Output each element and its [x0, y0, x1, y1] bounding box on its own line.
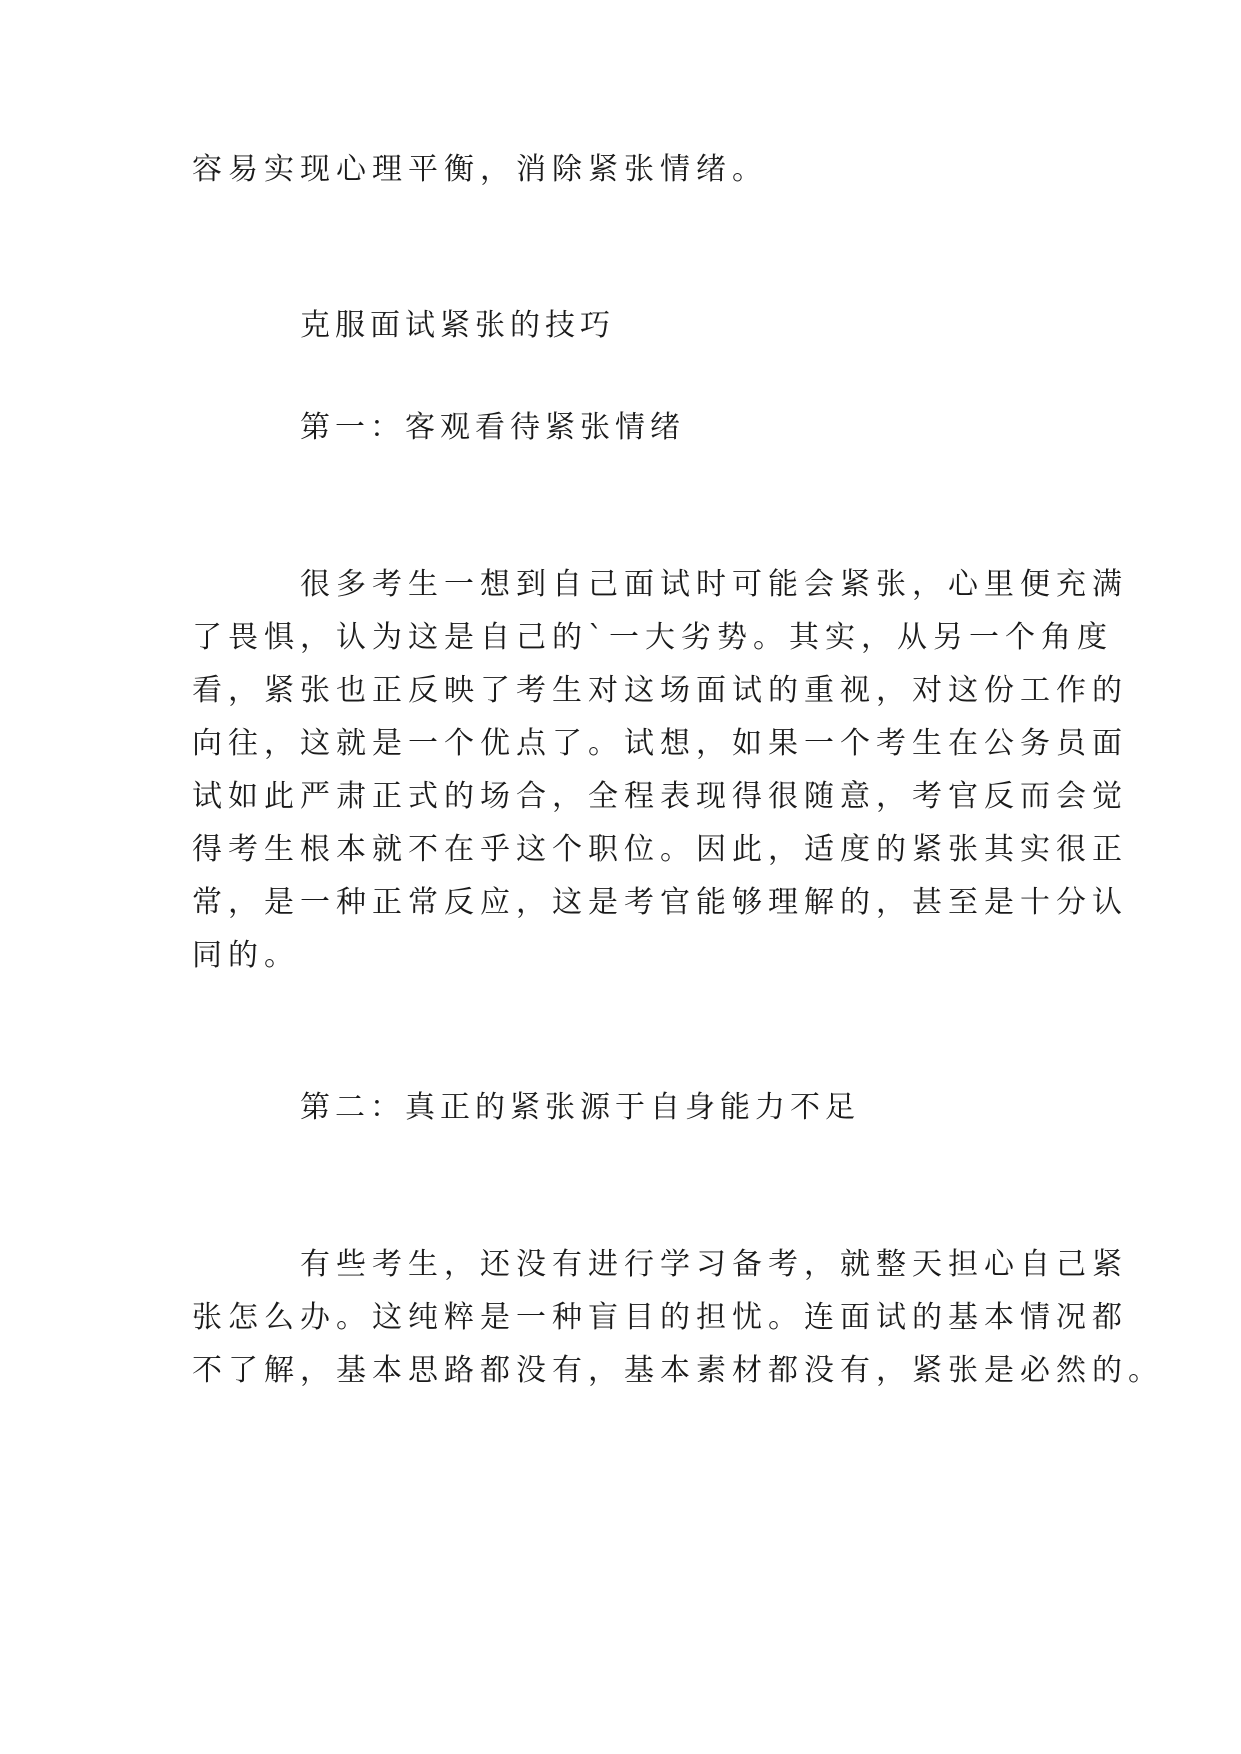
- paragraph-line: 常，是一种正常反应，这是考官能够理解的，甚至是十分认: [192, 885, 1128, 920]
- paragraph-line: 同的。: [192, 938, 300, 973]
- paragraph-line: 试如此严肃正式的场合，全程表现得很随意，考官反而会觉: [192, 779, 1128, 814]
- paragraph-line: 了畏惧，认为这是自己的`一大劣势。其实，从另一个角度: [192, 620, 1113, 655]
- paragraph-line: 张怎么办。这纯粹是一种盲目的担忧。连面试的基本情况都: [192, 1300, 1128, 1335]
- paragraph-line: 容易实现心理平衡，消除紧张情绪。: [192, 152, 768, 187]
- paragraph-line: 不了解，基本思路都没有，基本素材都没有，紧张是必然的。: [192, 1353, 1164, 1388]
- paragraph-line: 向往，这就是一个优点了。试想，如果一个考生在公务员面: [192, 726, 1128, 761]
- section-title: 克服面试紧张的技巧: [300, 308, 615, 343]
- paragraph-line: 看，紧张也正反映了考生对这场面试的重视，对这份工作的: [192, 673, 1128, 708]
- paragraph-line: 有些考生，还没有进行学习备考，就整天担心自己紧: [300, 1247, 1128, 1282]
- point2-heading: 第二：真正的紧张源于自身能力不足: [300, 1090, 860, 1125]
- paragraph-line: 很多考生一想到自己面试时可能会紧张，心里便充满: [300, 567, 1128, 602]
- paragraph-line: 得考生根本就不在乎这个职位。因此，适度的紧张其实很正: [192, 832, 1128, 867]
- point1-heading: 第一：客观看待紧张情绪: [300, 410, 685, 445]
